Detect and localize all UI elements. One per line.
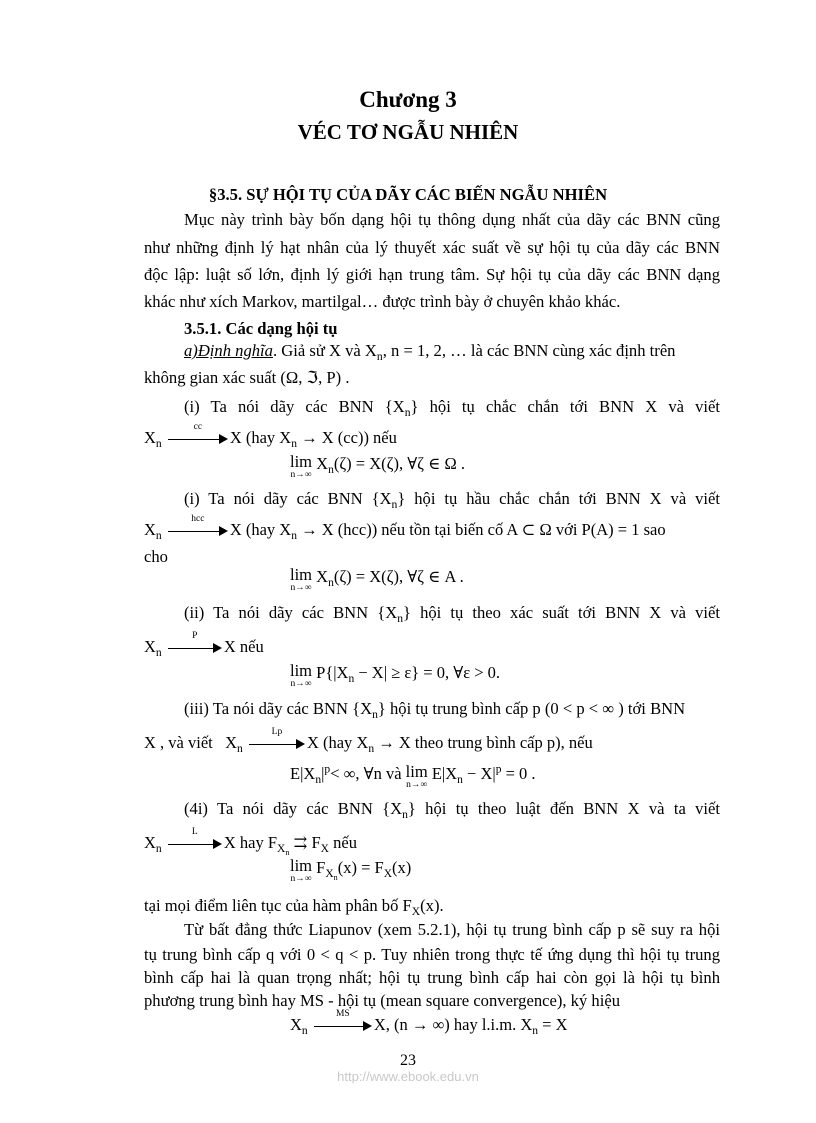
convergence-arrow-p: P (168, 641, 222, 655)
as-def-line-1: (i) Ta nói dãy các BNN $\{X_n\}$ hội tụ hầu chắc chắn tới BNN X và viết (184, 489, 720, 512)
sure-formula: lim n→∞ $X_n(\zeta) = X(\zeta)$, ∀ζ ∈ Ω . (290, 452, 465, 480)
chapter-title: Chương 3 (359, 87, 457, 112)
prob-formula: lim n→∞ $P\{|X_n - X| \ge \varepsilon\} = 0$, ∀ε > 0. (290, 661, 501, 689)
law-def-line-2: $X_n$ L X hay $F_{X_n}$ ⇉ $F_X$ nếu (144, 827, 357, 857)
chapter-subtitle: VÉC TƠ NGẪU NHIÊN (297, 120, 519, 144)
as-def-line-3: cho (144, 547, 168, 566)
definition-line-2: không gian xác suất (Ω, ℑ, P) . (144, 368, 350, 387)
sure-def-line-1: (i) Ta nói dãy các BNN $\{X_n\}$ hội tụ chắc chắn tới BNN X và viết (184, 397, 720, 420)
final-line-2: tụ trung bình cấp q với 0 < q < p. Tuy nhiên trong thực tế ứng dụng thì hội tụ trung (144, 945, 720, 964)
mean-def-line-2: X , và viết $X_n$ Lp X (hay $X_n \to X$ theo trung bình cấp p), nếu (144, 727, 593, 756)
definition-line-1: a)Định nghĩa. Giả sử X và $X_n$, n = 1, 2, … là các BNN cùng xác định trên (184, 341, 676, 364)
mean-def-line-1: (iii) Ta nói dãy các BNN $\{X_n\}$ hội tụ trung bình cấp p (0 < p < ∞ ) tới BNN (184, 699, 686, 722)
mean-formula: $E|X_n|^p<$ ∞, ∀n và lim n→∞ $E|X_n - X|^p = 0$ . (290, 762, 536, 790)
final-line-3: bình cấp hai là quan trọng nhất; hội tụ trung bình cấp hai còn gọi là hội tụ bình (144, 968, 720, 987)
ms-formula: $X_n$ MS X, (n → ∞) hay l.i.m. $X_n = X$ (290, 1009, 568, 1038)
final-line-4: phương trung bình hay MS - hội tụ (mean square convergence), ký hiệu (144, 991, 620, 1010)
continuity-line: tại mọi điểm liên tục của hàm phân bố $F_X(x)$. (144, 896, 444, 919)
prob-def-line-1: (ii) Ta nói dãy các BNN $\{X_n\}$ hội tụ theo xác suất tới BNN X và viết (184, 603, 720, 626)
section-heading: §3.5. SỰ HỘI TỤ CỦA DÃY CÁC BIẾN NGẪU NHIÊN (208, 185, 608, 204)
law-def-line-1: (4i) Ta nói dãy các BNN $\{X_n\}$ hội tụ theo luật đến BNN X và ta viết (184, 799, 720, 822)
definition-label: a)Định nghĩa (184, 341, 273, 360)
final-line-1: Từ bất đẳng thức Liapunov (xem 5.2.1), hội tụ trung bình cấp p sẽ suy ra hội (184, 920, 720, 939)
prob-def-line-2: $X_n$ P X nếu (144, 631, 264, 660)
convergence-arrow-l: L (168, 837, 222, 851)
convergence-arrow-lp: Lp (249, 737, 305, 751)
footer-url[interactable]: http://www.ebook.edu.vn (337, 1069, 479, 1084)
intro-line-4: khác như xích Markov, martilgal… được trình bày ở chuyên khảo khác. (144, 292, 621, 311)
convergence-arrow-cc: cc (168, 432, 228, 446)
convergence-arrow-ms: MS (314, 1019, 372, 1033)
as-formula: lim n→∞ $X_n(\zeta) = X(\zeta)$, ∀ζ ∈ A . (290, 565, 464, 593)
intro-line-2: như những định lý hạt nhân của lý thuyết xác suất về sự hội tụ của dãy các BNN (144, 238, 720, 257)
sure-def-line-2: $X_n$ cc X (hay $X_n \to X$ (cc)) nếu (144, 422, 397, 451)
intro-line-3: độc lập: luật số lớn, định lý giới hạn trung tâm. Sự hội tụ của dãy các BNN dạng (144, 265, 720, 284)
intro-line-1: Mục này trình bày bốn dạng hội tụ thông dụng nhất của dãy các BNN cũng (184, 210, 720, 229)
as-def-line-2: $X_n$ hcc X (hay $X_n \to X$ (hcc)) nếu tồn tại biến cố A ⊂ Ω với P(A) = 1 sao (144, 514, 666, 543)
subsection-heading: 3.5.1. Các dạng hội tụ (184, 319, 338, 338)
page-number: 23 (400, 1052, 416, 1069)
law-formula: lim n→∞ $F_{X_n}(x) = F_X(x)$ (290, 856, 412, 884)
convergence-arrow-hcc: hcc (168, 524, 228, 538)
